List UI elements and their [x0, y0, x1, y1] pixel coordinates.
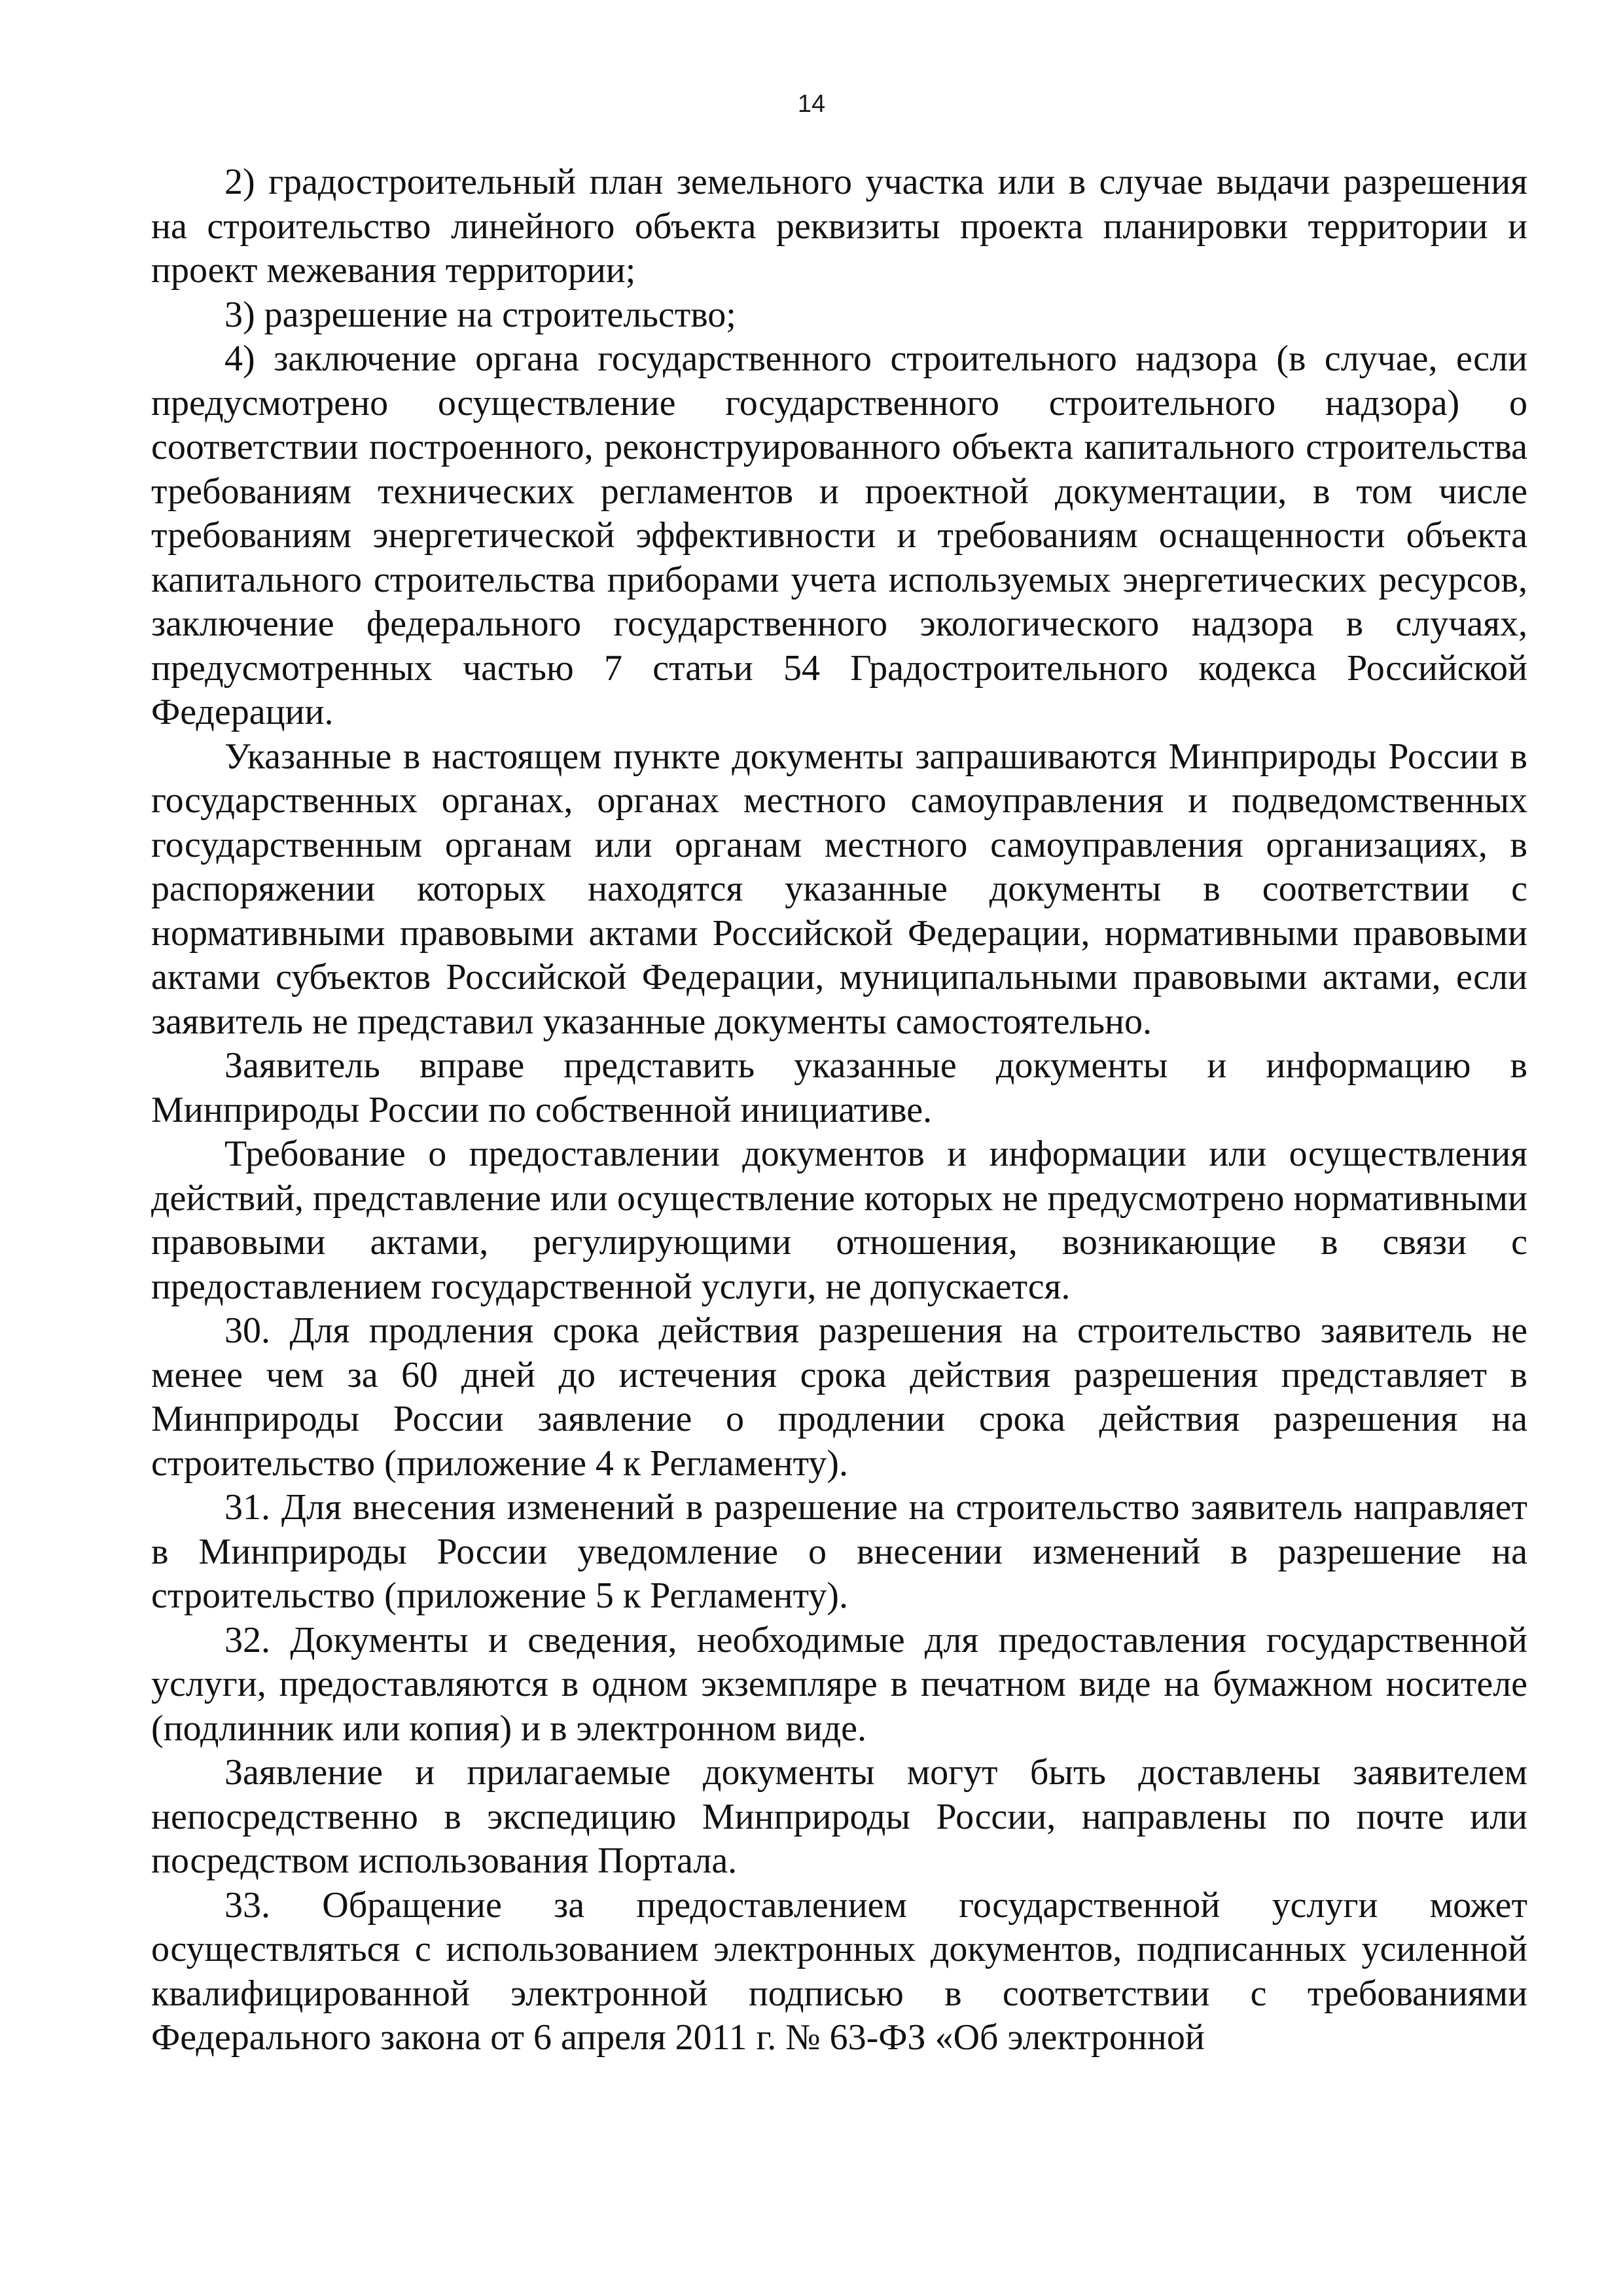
paragraph-30: 30. Для продления срока действия разрешения на строительство заявитель не менее чем за 60 дней до истечения срока действия разрешения представляет в Минприроды России заявление о продлении срока действия разрешения на строительство (приложение 4 к Регламенту).: [151, 1310, 1527, 1484]
paragraph-item-2: 2) градостроительный план земельного участка или в случае выдачи разрешения на строительство линейного объекта реквизиты проекта планировки территории и проект межевания территории;: [151, 162, 1527, 291]
paragraph-33: 33. Обращение за предоставлением государственной услуги может осуществляться с использованием электронных документов, подписанных усиленной квалифицированной электронной подписью в соответствии с требованиями Федерального закона от 6 апреля 2011 г. № 63-ФЗ «Об электронной: [151, 1884, 1527, 2058]
page-number: 14: [797, 90, 826, 118]
paragraph-not-allowed-requirements: Требование о предоставлении документов и информации или осуществления действий, представление или осуществление которых не предусмотрено нормативными правовыми актами, регулирующими отношения, возникающие в связи с предоставлением государственной услуги, не допускается.: [151, 1134, 1527, 1307]
paragraph-applicant-right: Заявитель вправе представить указанные документы и информацию в Минприроды России по собственной инициативе.: [151, 1045, 1527, 1130]
paragraph-31: 31. Для внесения изменений в разрешение на строительство заявитель направляет в Минприроды России уведомление о внесении изменений в разрешение на строительство (приложение 5 к Регламенту).: [151, 1487, 1527, 1616]
paragraph-item-4: 4) заключение органа государственного строительного надзора (в случае, если предусмотрено осуществление государственного строительного надзора) о соответствии построенного, реконструированного объекта капитального строительства требованиям технических регламентов и проектной документации, в том числе требованиям энергетической эффективности и требованиям оснащенности объекта капитального строительства приборами учета используемых энергетических ресурсов, заключение федерального государственного экологического надзора в случаях, предусмотренных частью 7 статьи 54 Градостроительного кодекса Российской Федерации.: [151, 338, 1527, 732]
document-body: [151, 160, 1527, 2060]
paragraph-32: 32. Документы и сведения, необходимые для предоставления государственной услуги, предоставляются в одном экземпляре в печатном виде на бумажном носителе (подлинник или копия) и в электронном виде.: [151, 1619, 1527, 1749]
paragraph-requested-documents: Указанные в настоящем пункте документы запрашиваются Минприроды России в государственных органах, органах местного самоуправления и подведомственных государственным органам или органам местного самоуправления организациях, в распоряжении которых находятся указанные документы в соответствии с нормативными правовыми актами Российской Федерации, нормативными правовыми актами субъектов Российской Федерации, муниципальными правовыми актами, если заявитель не представил указанные документы самостоятельно.: [151, 736, 1527, 1042]
paragraph-delivery: Заявление и прилагаемые документы могут быть доставлены заявителем непосредственно в экспедицию Минприроды России, направлены по почте или посредством использования Портала.: [151, 1752, 1527, 1881]
paragraph-item-3: 3) разрешение на строительство;: [224, 294, 736, 335]
